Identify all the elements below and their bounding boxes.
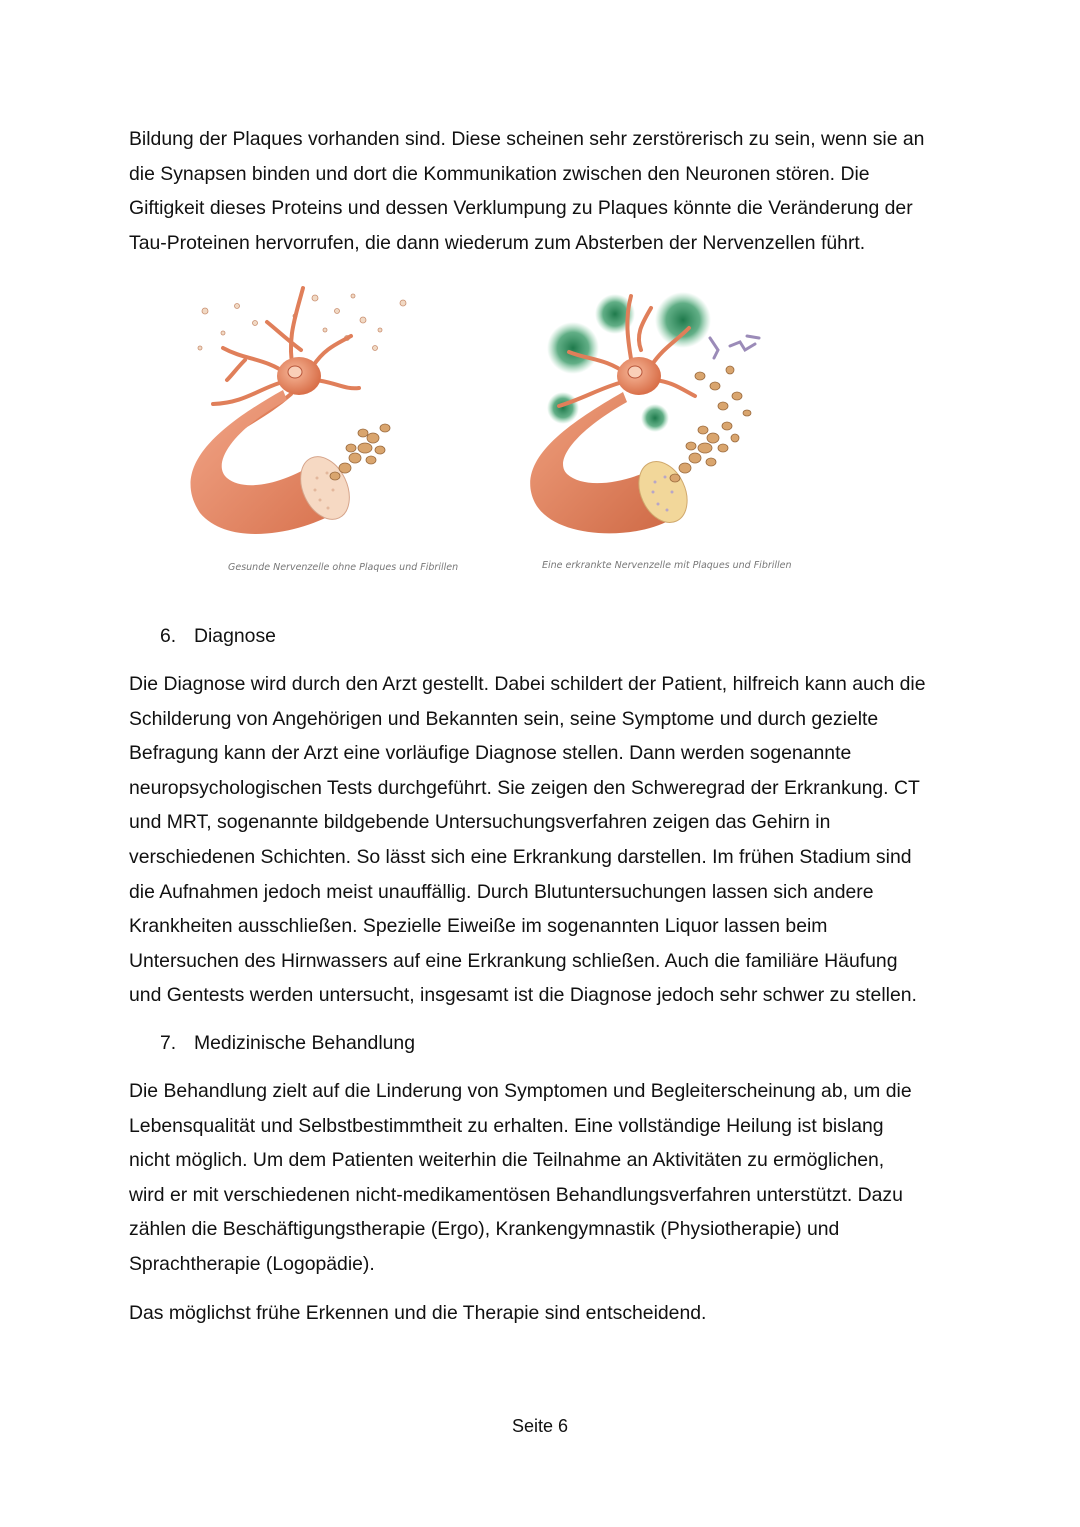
diseased-neuron-figure — [515, 278, 792, 588]
section-7-line: Lebensqualität und Selbstbestimmtheit zu erhalten. Eine vollständige Heilung ist bislang — [129, 1114, 884, 1137]
intro-paragraph — [129, 122, 959, 260]
intro-line: Giftigkeit dieses Proteins und dessen Verklumpung zu Plaques könnte die Veränderung der — [129, 197, 913, 220]
section-6-heading — [160, 623, 276, 649]
section-7-line: nicht möglich. Um dem Patienten weiterhin die Teilnahme an Aktivitäten zu ermöglichen, — [129, 1149, 885, 1172]
diseased-neuron-illustration — [515, 278, 785, 568]
healthy-neuron-caption: Gesunde Nervenzelle ohne Plaques und Fibrillen — [228, 562, 459, 573]
plaque-icon — [547, 322, 599, 374]
section-7-paragraph — [129, 1074, 959, 1282]
plaque-icon — [655, 292, 711, 348]
healthy-neuron-figure — [175, 278, 459, 588]
intro-line: Bildung der Plaques vorhanden sind. Diese scheinen sehr zerstörerisch zu sein, wenn sie an — [129, 128, 925, 150]
diseased-neuron-caption: Eine erkrankte Nervenzelle mit Plaques und Fibrillen — [542, 560, 792, 571]
section-6-line: die Aufnahmen jedoch meist unauffällig. Durch Blutuntersuchungen lassen sich andere — [129, 880, 874, 903]
healthy-neuron-illustration — [175, 278, 425, 568]
section-7-line: zählen die Beschäftigungstherapie (Ergo), Krankengymnastik (Physiotherapie) und — [129, 1218, 840, 1241]
section-6-line: neuropsychologischen Tests durchgeführt. Sie zeigen den Schweregrad der Erkrankung. CT — [129, 776, 920, 799]
section-6-line: und MRT, sogenannte bildgebende Untersuchungsverfahren zeigen das Gehirn in — [129, 811, 831, 834]
section-7-line: Sprachtherapie (Logopädie). — [129, 1252, 375, 1275]
section-6-line: und Gentests werden untersucht, insgesamt ist die Diagnose jedoch sehr schwer zu stellen. — [129, 984, 917, 1007]
section-7-line: wird er mit verschiedenen nicht-medikamentösen Behandlungsverfahren unterstützt. Dazu — [129, 1183, 903, 1206]
section-6-paragraph — [129, 667, 959, 1013]
plaque-icon — [547, 392, 579, 424]
section-6-number: 6. — [160, 625, 177, 647]
section-6-line: Untersuchen des Hirnwassers auf eine Erkrankung schließen. Auch die familiäre Häufung — [129, 949, 898, 972]
closing-line: Das möglichst frühe Erkennen und die Therapie sind entscheidend. — [129, 1302, 707, 1324]
intro-line: Tau-Proteinen hervorrufen, die dann wiederum zum Absterben der Nervenzellen führt. — [129, 231, 866, 254]
section-6-line: Krankheiten ausschließen. Spezielle Eiweiße im sogenannten Liquor lassen beim — [129, 915, 828, 938]
page-number: Seite 6 — [511, 1416, 569, 1436]
intro-line: die Synapsen binden und dort die Kommunikation zwischen den Neuronen stören. Die — [129, 162, 870, 185]
section-7-title: Medizinische Behandlung — [194, 1032, 415, 1054]
section-7-number: 7. — [160, 1032, 177, 1054]
plaque-icon — [641, 404, 669, 432]
closing-paragraph — [129, 1296, 959, 1331]
section-6-line: Schilderung von Angehörigen und Bekannten sein, seine Symptome und durch gezielte — [129, 707, 879, 730]
section-6-line: Befragung kann der Arzt eine vorläufige Diagnose stellen. Dann werden sogenannte — [129, 742, 852, 765]
section-7-line: Die Behandlung zielt auf die Linderung von Symptomen und Begleiterscheinung ab, um die — [129, 1080, 912, 1102]
section-6-line: Die Diagnose wird durch den Arzt gestellt. Dabei schildert der Patient, hilfreich kann auch die — [129, 673, 926, 695]
section-7-heading — [160, 1030, 415, 1056]
section-6-line: verschiedenen Schichten. So lässt sich eine Erkrankung darstellen. Im frühen Stadium sind — [129, 845, 912, 868]
section-6-title: Diagnose — [194, 625, 276, 647]
